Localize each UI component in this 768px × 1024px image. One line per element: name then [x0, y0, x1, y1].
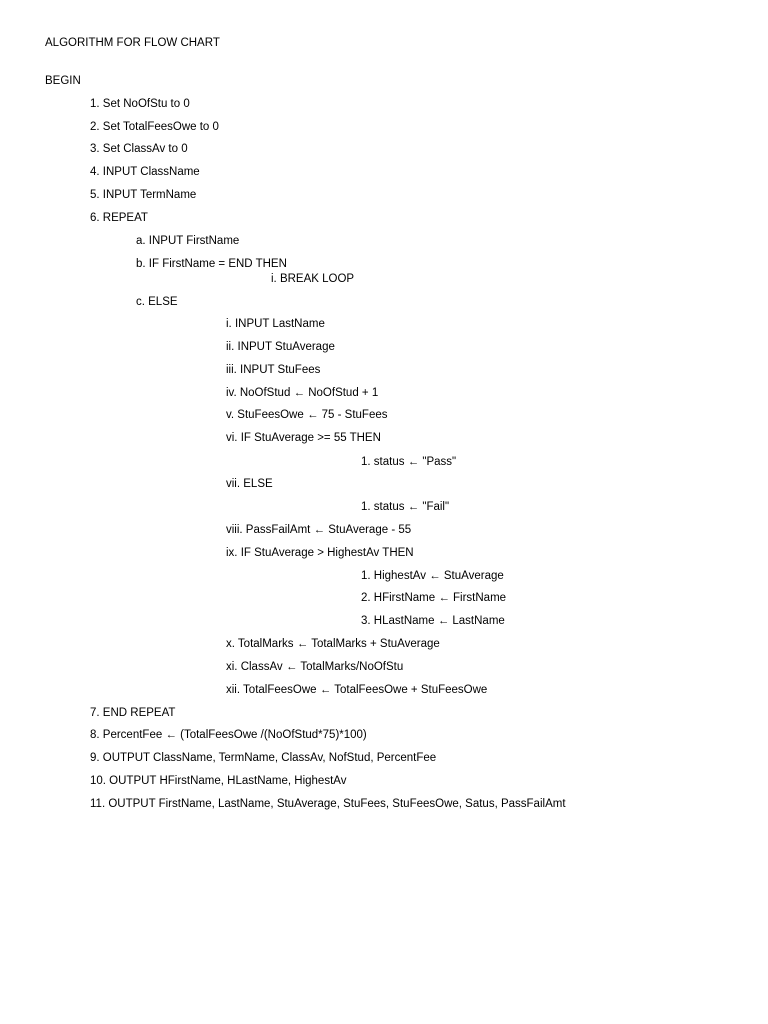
step-6c-ix-1: 1. HighestAv ← StuAverage [361, 570, 504, 582]
step-6c-xii: xii. TotalFeesOwe ← TotalFeesOwe + StuFeesOwe [226, 684, 488, 696]
step-2: 2. Set TotalFeesOwe to 0 [90, 121, 219, 133]
step-6c-viii: viii. PassFailAmt ← StuAverage - 55 [226, 524, 412, 536]
begin-label: BEGIN [45, 75, 81, 87]
step-6c-x: x. TotalMarks ← TotalMarks + StuAverage [226, 638, 440, 650]
document-title: ALGORITHM FOR FLOW CHART [45, 37, 220, 49]
step-6c-vi: vi. IF StuAverage >= 55 THEN [226, 432, 381, 444]
step-7: 7. END REPEAT [90, 707, 176, 719]
step-9: 9. OUTPUT ClassName, TermName, ClassAv, NofStud, PercentFee [90, 752, 437, 764]
step-6c-ix-3: 3. HLastName ← LastName [361, 615, 505, 627]
step-6c-iv: iv. NoOfStud ← NoOfStud + 1 [226, 387, 379, 399]
step-6c: c. ELSE [136, 296, 178, 308]
step-6c-ii: ii. INPUT StuAverage [226, 341, 335, 353]
step-6b: b. IF FirstName = END THEN [136, 258, 287, 270]
step-8: 8. PercentFee ← (TotalFeesOwe /(NoOfStud*75)*100) [90, 729, 367, 741]
step-10: 10. OUTPUT HFirstName, HLastName, HighestAv [90, 775, 347, 787]
step-5: 5. INPUT TermName [90, 189, 197, 201]
step-6b-i: i. BREAK LOOP [271, 273, 355, 285]
step-6a: a. INPUT FirstName [136, 235, 240, 247]
step-11: 11. OUTPUT FirstName, LastName, StuAverage, StuFees, StuFeesOwe, Satus, PassFailAmt [90, 798, 566, 810]
step-6c-vii-1: 1. status ← "Fail" [361, 501, 450, 513]
step-4: 4. INPUT ClassName [90, 166, 200, 178]
step-6c-vii: vii. ELSE [226, 478, 273, 490]
step-3: 3. Set ClassAv to 0 [90, 143, 188, 155]
step-6c-xi: xi. ClassAv ← TotalMarks/NoOfStu [226, 661, 404, 673]
step-6c-ix-2: 2. HFirstName ← FirstName [361, 592, 507, 604]
step-1: 1. Set NoOfStu to 0 [90, 98, 190, 110]
step-6c-v: v. StuFeesOwe ← 75 - StuFees [226, 409, 388, 421]
step-6c-vi-1: 1. status ← "Pass" [361, 456, 457, 468]
step-6c-i: i. INPUT LastName [226, 318, 325, 330]
step-6c-ix: ix. IF StuAverage > HighestAv THEN [226, 547, 414, 559]
step-6: 6. REPEAT [90, 212, 148, 224]
step-6c-iii: iii. INPUT StuFees [226, 364, 321, 376]
